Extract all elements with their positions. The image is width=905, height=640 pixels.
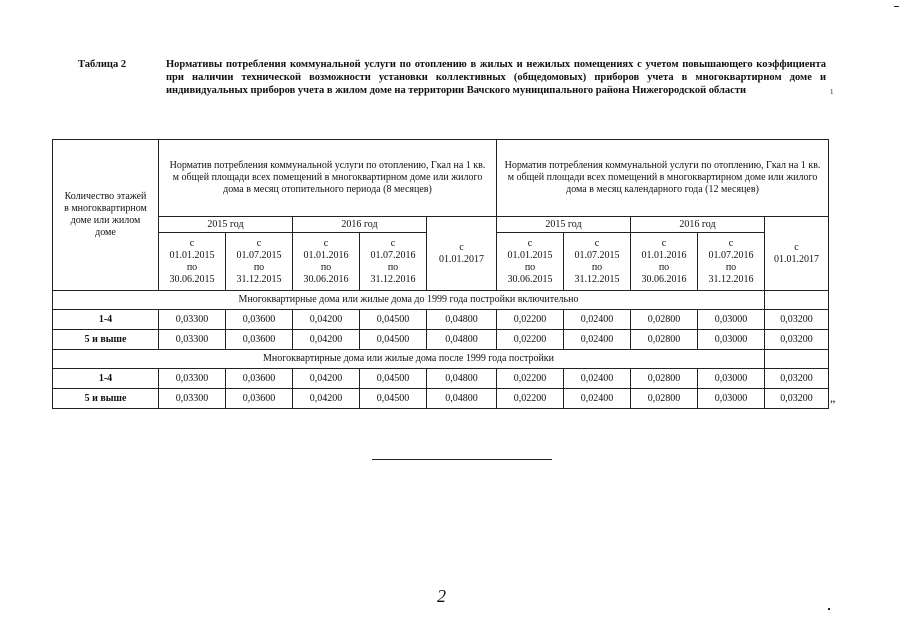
scan-speck: [828, 608, 830, 610]
value-cell: 0,03000: [698, 330, 765, 350]
value-cell: 0,02800: [631, 310, 698, 330]
table-row: [53, 369, 829, 389]
period-prefix: с: [323, 237, 329, 249]
year-header-2016: 2016 год: [293, 217, 427, 233]
value-cell: 0,03000: [698, 389, 765, 409]
value-cell: 0,02800: [631, 389, 698, 409]
period-from: 01.01.2017: [774, 253, 820, 265]
period-prefix: с: [390, 237, 396, 249]
group-header-1-label: Норматив потребления коммунальной услуги по отоплению, Гкал на 1 кв. м общей площади всех помещений в многоквартирном доме или жилого дома в месяц отопительного периода (8 месяцев): [169, 160, 486, 195]
value-cell: 0,04500: [360, 369, 427, 389]
period-prefix: с: [189, 237, 195, 249]
period-from: 01.01.2015: [507, 249, 553, 261]
period-to: 30.06.2016: [641, 273, 687, 285]
period-header: [698, 233, 765, 291]
year-header-2016: 2016 год: [631, 217, 765, 233]
value-cell: 0,02400: [564, 310, 631, 330]
period-header-2017: [765, 217, 829, 291]
period-prefix: с: [594, 237, 600, 249]
value-cell: 0,03300: [159, 389, 226, 409]
value-cell: 0,02800: [631, 369, 698, 389]
section-title: Многоквартирные дома или жилые дома после 1999 года постройки: [53, 350, 765, 369]
value-cell: 0,03200: [765, 330, 829, 350]
period-by: по: [320, 261, 332, 273]
period-to: 30.06.2015: [169, 273, 215, 285]
closing-quote: ”: [830, 397, 836, 411]
group-header-heating-period: [159, 140, 497, 217]
value-cell: 0,02400: [564, 369, 631, 389]
value-cell: 0,04800: [427, 369, 497, 389]
value-cell: 0,04800: [427, 389, 497, 409]
period-header: [564, 233, 631, 291]
year-header-2015: 2015 год: [159, 217, 293, 233]
period-prefix: с: [794, 241, 799, 253]
section-title: Многоквартирные дома или жилые дома до 1999 года постройки включительно: [53, 291, 765, 310]
period-header: [226, 233, 293, 291]
norms-table: [52, 139, 829, 409]
value-cell: 0,03000: [698, 369, 765, 389]
period-by: по: [725, 261, 737, 273]
period-to: 31.12.2015: [236, 273, 282, 285]
period-prefix: с: [256, 237, 262, 249]
period-to: 30.06.2015: [507, 273, 553, 285]
value-cell: 0,04200: [293, 330, 360, 350]
value-cell: 0,04500: [360, 330, 427, 350]
value-cell: 0,04800: [427, 330, 497, 350]
table-row: [53, 389, 829, 409]
value-cell: 0,04800: [427, 310, 497, 330]
row-header-cell: [53, 140, 159, 291]
period-from: 01.01.2017: [439, 253, 484, 265]
row-header-label: Количество этажей в многоквартирном доме или жилом доме: [64, 191, 147, 238]
period-to: 31.12.2016: [370, 273, 416, 285]
period-header: [631, 233, 698, 291]
value-cell: 0,04200: [293, 369, 360, 389]
period-from: 01.01.2015: [169, 249, 215, 261]
table-row: [53, 310, 829, 330]
value-cell: 0,04200: [293, 310, 360, 330]
value-cell: 0,02400: [564, 330, 631, 350]
period-by: по: [591, 261, 603, 273]
value-cell: 0,04200: [293, 389, 360, 409]
period-by: по: [186, 261, 198, 273]
value-cell: 0,03200: [765, 369, 829, 389]
year-header-2015: 2015 год: [497, 217, 631, 233]
value-cell: 0,03300: [159, 369, 226, 389]
floors-label: 5 и выше: [53, 330, 159, 350]
period-header: [497, 233, 564, 291]
value-cell: 0,02200: [497, 310, 564, 330]
period-by: по: [387, 261, 399, 273]
period-from: 01.01.2016: [303, 249, 349, 261]
floors-label: 1-4: [53, 310, 159, 330]
value-cell: 0,04500: [360, 389, 427, 409]
period-prefix: с: [459, 241, 464, 253]
value-cell: 0,02400: [564, 389, 631, 409]
period-by: по: [253, 261, 265, 273]
value-cell: 0,02200: [497, 369, 564, 389]
period-from: 01.07.2015: [574, 249, 620, 261]
value-cell: 0,03600: [226, 369, 293, 389]
period-header: [159, 233, 226, 291]
group-header-2-label: Норматив потребления коммунальной услуги по отоплению, Гкал на 1 кв. м общей площади всех помещений в многоквартирном доме или жилого дома в месяц календарного года (12 месяцев): [504, 160, 821, 195]
table-row: [53, 330, 829, 350]
value-cell: 0,03000: [698, 310, 765, 330]
value-cell: 0,02200: [497, 389, 564, 409]
table-number: Таблица 2: [78, 59, 127, 70]
value-cell: 0,03600: [226, 310, 293, 330]
period-prefix: с: [728, 237, 734, 249]
value-cell: 0,03600: [226, 389, 293, 409]
period-to: 30.06.2016: [303, 273, 349, 285]
period-header-2017: [427, 217, 497, 291]
value-cell: 0,03600: [226, 330, 293, 350]
period-by: по: [658, 261, 670, 273]
period-to: 31.12.2016: [708, 273, 754, 285]
value-cell: 0,03300: [159, 330, 226, 350]
period-from: 01.01.2016: [641, 249, 687, 261]
separator-line: [372, 459, 552, 460]
period-from: 01.07.2016: [370, 249, 416, 261]
scan-speck: [894, 6, 899, 7]
period-by: по: [524, 261, 536, 273]
table-title: Нормативы потребления коммунальной услуги по отоплению в жилых и нежилых помещениях с учетом повышающего коэффициента при наличии технической возможности установки коллективных (общедомовых) приборов учета в многоквартирном доме и индивидуальных приборов учета в жилом доме на территории Вачского муниципального района Нижегородской области: [166, 59, 826, 96]
value-cell: 0,03200: [765, 310, 829, 330]
period-from: 01.07.2015: [236, 249, 282, 261]
floors-label: 5 и выше: [53, 389, 159, 409]
value-cell: 0,03300: [159, 310, 226, 330]
page-number: 2: [437, 586, 446, 606]
period-to: 31.12.2015: [574, 273, 620, 285]
value-cell: 0,02200: [497, 330, 564, 350]
group-header-calendar-year: [497, 140, 829, 217]
empty-cell: [765, 291, 829, 310]
value-cell: 0,04500: [360, 310, 427, 330]
value-cell: 0,03200: [765, 389, 829, 409]
period-from: 01.07.2016: [708, 249, 754, 261]
floors-label: 1-4: [53, 369, 159, 389]
period-prefix: с: [527, 237, 533, 249]
period-header: [360, 233, 427, 291]
footnote-mark: 1: [830, 88, 834, 96]
period-prefix: с: [661, 237, 667, 249]
empty-cell: [765, 350, 829, 369]
period-header: [293, 233, 360, 291]
value-cell: 0,02800: [631, 330, 698, 350]
